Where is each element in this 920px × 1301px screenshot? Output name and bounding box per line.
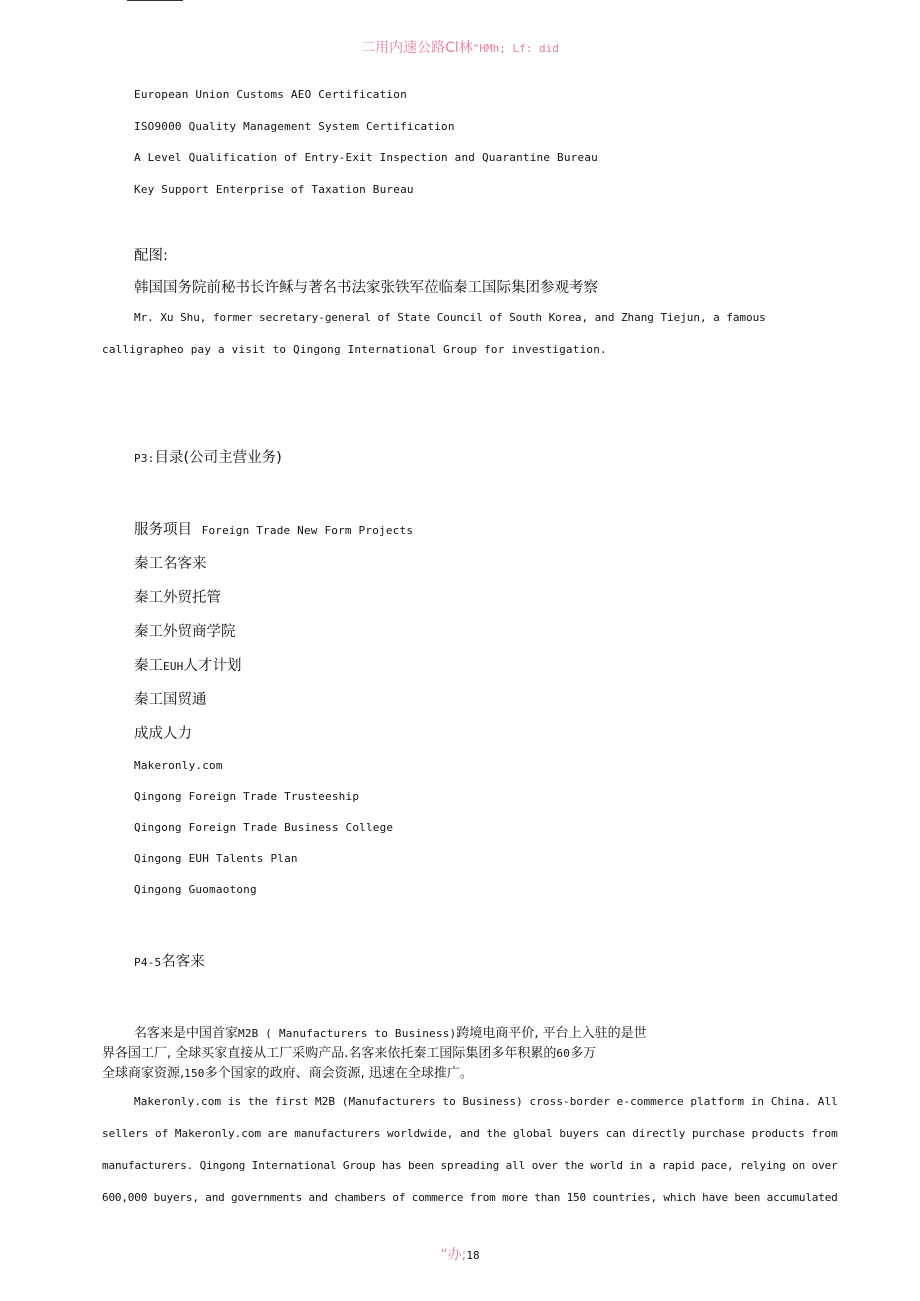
figure-caption-en-2: calligrapheo pay a visit to Qingong International Group for investigation. xyxy=(102,343,607,356)
intro-en-line-2: sellers of Makeronly.com are manufacturers worldwide, and the global buyers can directly purchase products from xyxy=(102,1127,838,1140)
footer-mark: “办; xyxy=(440,1247,467,1263)
page-footer xyxy=(0,1244,920,1264)
service-item-en: Qingong Foreign Trade Business College xyxy=(134,821,394,834)
intro-cn-line-3 xyxy=(102,1062,473,1081)
section-p3-heading xyxy=(134,446,282,467)
service-item-euh xyxy=(134,654,241,675)
intro-cn-line-1 xyxy=(134,1022,647,1041)
intro-cn-text: 名客来是中国首家 xyxy=(134,1026,239,1041)
header-text-cn: 二用内速公路Cl林 xyxy=(361,40,473,56)
service-item-cn: 秦工国贸通 xyxy=(134,692,207,708)
service-item-en: Qingong Foreign Trade Trusteeship xyxy=(134,790,360,803)
services-heading-en: Foreign Trade New Form Projects xyxy=(201,524,414,537)
cert-taxation: Key Support Enterprise of Taxation Bureau xyxy=(134,183,414,196)
intro-cn-text: 多个国家的政府、商会资源, 迅速在全球推广。 xyxy=(204,1066,473,1081)
service-item-cn: 秦工外贸托管 xyxy=(134,590,221,606)
service-item-cn: 秦工外贸商学院 xyxy=(134,624,236,640)
services-heading-cn: 服务项目 xyxy=(134,522,192,538)
intro-cn-text: 界各国工厂, 全球买家直接从工厂采购产品.名客来依托秦工国际集团多年积累的 xyxy=(102,1046,557,1061)
service-item-cn: 成成人力 xyxy=(134,726,192,742)
cert-iso9000: ISO9000 Quality Management System Certification xyxy=(134,120,455,133)
cert-eu-aeo: European Union Customs AEO Certification xyxy=(134,88,407,101)
intro-cn-text: 全球商家资源, xyxy=(102,1066,185,1081)
intro-en-line-3: manufacturers. Qingong International Group has been spreading all over the world in a rapid pace, relying on over xyxy=(102,1159,838,1172)
section-p45-heading xyxy=(134,950,205,971)
service-item-euh-prefix: 秦工 xyxy=(134,658,163,674)
figure-label: 配图: xyxy=(134,248,168,264)
service-item-euh-suffix: 人才计划 xyxy=(183,658,242,674)
service-item-euh-mono: EUH xyxy=(163,660,184,673)
figure-caption-cn: 韩国国务院前秘书长许稣与著名书法家张铁军莅临秦工国际集团参观考察 xyxy=(134,280,598,296)
section-p45-title: 名客来 xyxy=(161,954,205,970)
section-p3-title: 目录(公司主营业务) xyxy=(154,450,282,466)
intro-cn-mono: 150 xyxy=(184,1067,205,1080)
intro-en-line-4: 600,000 buyers, and governments and chambers of commerce from more than 150 countries, which have been accumulated xyxy=(102,1191,838,1204)
service-item-en: Makeronly.com xyxy=(134,759,223,772)
intro-en-line-1: Makeronly.com is the first M2B (Manufacturers to Business) cross-border e-commerce platform in China. All xyxy=(134,1095,838,1108)
services-heading xyxy=(134,518,413,539)
intro-cn-mono: 60 xyxy=(556,1047,571,1060)
figure-caption-en-1: Mr. Xu Shu, former secretary-general of State Council of South Korea, and Zhang Tiejun, a famous xyxy=(134,311,766,324)
top-rule xyxy=(127,0,183,1)
header-text-mono: "HMh; Lf: did xyxy=(472,42,559,55)
section-p3-prefix: P3: xyxy=(134,452,155,465)
intro-cn-text: 多万 xyxy=(570,1046,597,1061)
service-item-cn: 秦工名客来 xyxy=(134,556,207,572)
section-p45-prefix: P4-5 xyxy=(134,956,162,969)
intro-cn-mono: M2B ( Manufacturers to Business) xyxy=(238,1027,457,1040)
intro-cn-text: 跨境电商平价, 平台上入驻的是世 xyxy=(456,1026,647,1041)
page-header xyxy=(0,37,920,57)
intro-cn-line-2 xyxy=(102,1042,596,1061)
cert-inspection: A Level Qualification of Entry-Exit Inspection and Quarantine Bureau xyxy=(134,151,598,164)
page-number: 18 xyxy=(466,1249,480,1262)
service-item-en: Qingong Guomaotong xyxy=(134,883,257,896)
service-item-en: Qingong EUH Talents Plan xyxy=(134,852,298,865)
